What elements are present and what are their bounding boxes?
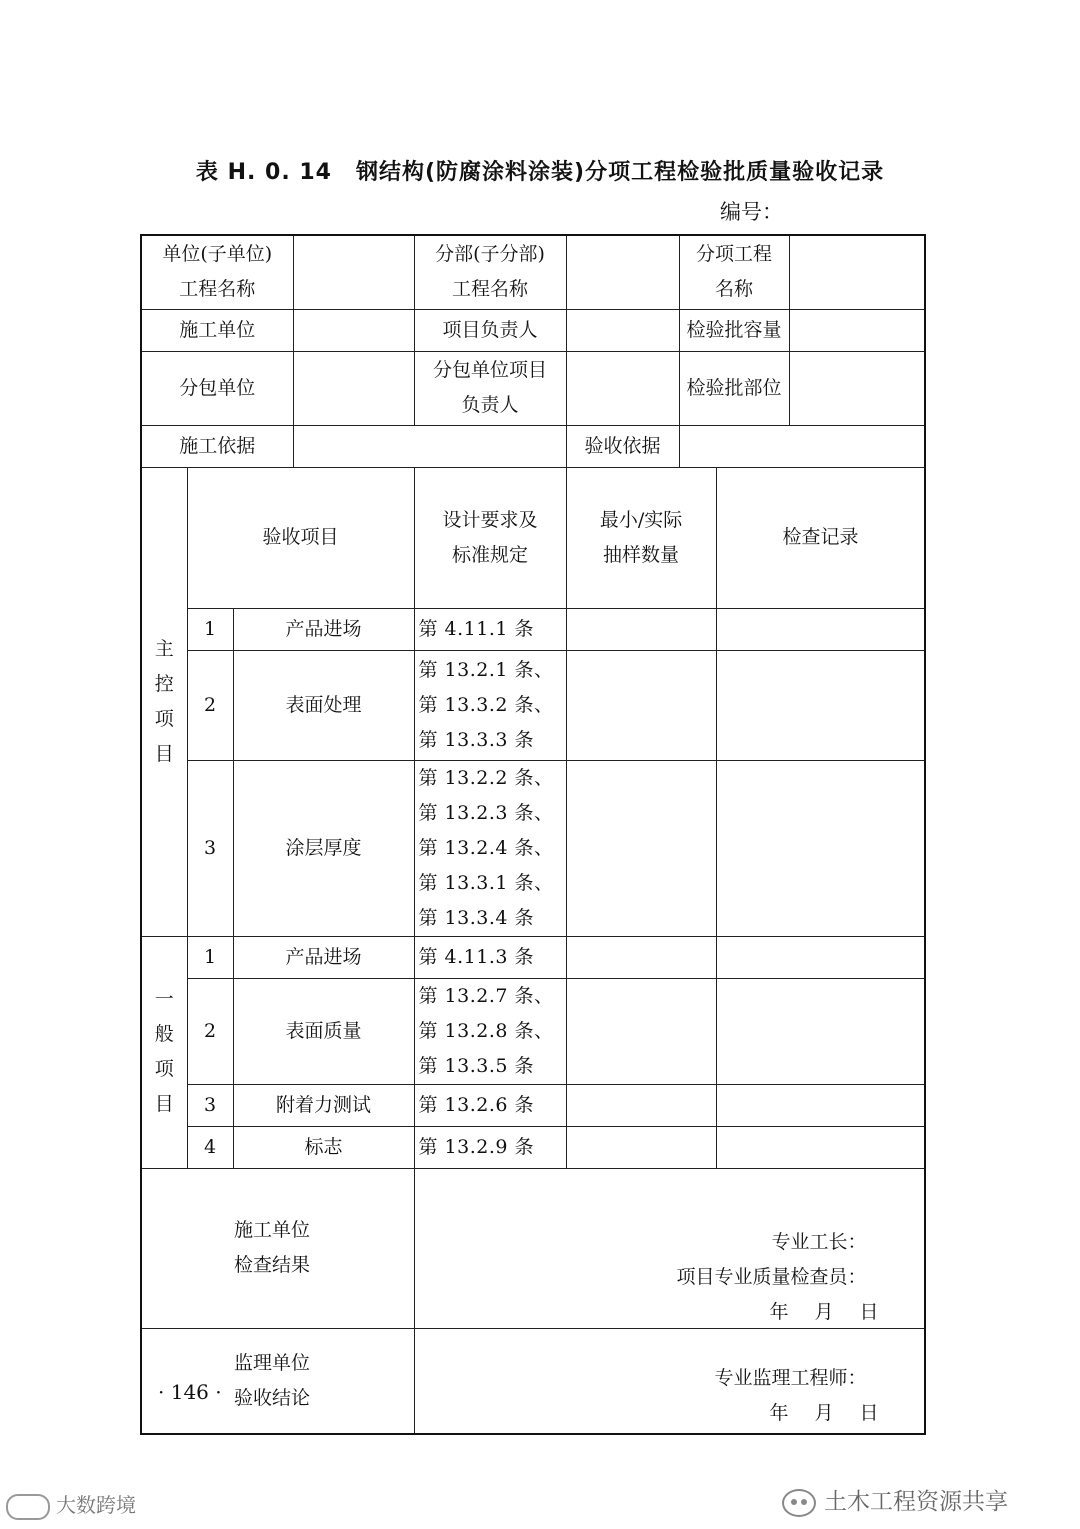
table-title (0, 155, 1080, 186)
supervision-date-label: 年 月 日 (769, 1401, 879, 1424)
row-clause: 第 4.11.3 条 (414, 936, 566, 978)
supervision-signature-area[interactable] (414, 1328, 925, 1434)
subcontract-leader-label: 分包单位项目 负责人 (414, 351, 566, 425)
row-number: 2 (187, 978, 233, 1084)
table-row (141, 760, 925, 936)
row-number: 3 (187, 1084, 233, 1126)
watermark-right: 土木工程资源共享 (782, 1483, 1008, 1517)
subcontract-unit-label: 分包单位 (141, 351, 293, 425)
construction-date-label: 年 月 日 (769, 1300, 879, 1323)
serial-number-label: 编号： (720, 200, 783, 224)
batch-capacity-field[interactable] (789, 309, 925, 351)
subcontract-unit-field[interactable] (293, 351, 414, 425)
construction-unit-field[interactable] (293, 309, 414, 351)
row-number: 1 (187, 608, 233, 650)
row-item-name: 表面处理 (233, 650, 414, 760)
table-row (141, 1126, 925, 1168)
quality-inspector-label: 项目专业质量检查员： (676, 1265, 867, 1288)
row-record-field[interactable] (716, 760, 925, 936)
row-clause: 第 13.2.7 条、 第 13.2.8 条、 第 13.3.5 条 (414, 978, 566, 1084)
row-number: 1 (187, 936, 233, 978)
row-clause: 第 4.11.1 条 (414, 608, 566, 650)
unit-project-name-field[interactable] (293, 235, 414, 309)
column-header-design: 设计要求及 标准规定 (414, 467, 566, 608)
row-item-name: 标志 (233, 1126, 414, 1168)
row-item-name: 表面质量 (233, 978, 414, 1084)
row-sample-field[interactable] (566, 760, 716, 936)
inspection-record-table (140, 234, 926, 1435)
row-sample-field[interactable] (566, 1084, 716, 1126)
batch-capacity-label: 检验批容量 (679, 309, 789, 351)
general-group-label: 一 般 项 目 (141, 936, 187, 1168)
subitem-project-name-label: 分项工程 名称 (679, 235, 789, 309)
row-number: 4 (187, 1126, 233, 1168)
division-project-name-field[interactable] (566, 235, 679, 309)
wechat-icon (782, 1489, 816, 1517)
supervising-engineer-label: 专业监理工程师： (714, 1366, 867, 1389)
watermark-left: 大数跨境 (6, 1489, 136, 1520)
table-row (141, 1084, 925, 1126)
acceptance-basis-label: 验收依据 (566, 425, 679, 467)
construction-basis-field[interactable] (293, 425, 566, 467)
row-record-field[interactable] (716, 650, 925, 760)
row-sample-field[interactable] (566, 1126, 716, 1168)
table-title-text: 钢结构(防腐涂料涂装)分项工程检验批质量验收记录 (355, 160, 885, 185)
subitem-project-name-field[interactable] (789, 235, 925, 309)
row-clause: 第 13.2.9 条 (414, 1126, 566, 1168)
batch-location-label: 检验批部位 (679, 351, 789, 425)
construction-check-signature-area[interactable] (414, 1168, 925, 1328)
row-item-name: 产品进场 (233, 608, 414, 650)
row-clause: 第 13.2.6 条 (414, 1084, 566, 1126)
chat-bubble-icon (6, 1494, 50, 1520)
row-item-name: 产品进场 (233, 936, 414, 978)
row-record-field[interactable] (716, 978, 925, 1084)
construction-check-label: 施工单位 检查结果 (141, 1168, 414, 1328)
column-header-record: 检查记录 (716, 467, 925, 608)
batch-location-field[interactable] (789, 351, 925, 425)
row-record-field[interactable] (716, 1084, 925, 1126)
unit-project-name-label: 单位(子单位) 工程名称 (141, 235, 293, 309)
acceptance-basis-field[interactable] (679, 425, 925, 467)
row-number: 3 (187, 760, 233, 936)
project-leader-field[interactable] (566, 309, 679, 351)
subcontract-leader-field[interactable] (566, 351, 679, 425)
row-record-field[interactable] (716, 936, 925, 978)
table-row (141, 978, 925, 1084)
row-record-field[interactable] (716, 1126, 925, 1168)
row-clause: 第 13.2.1 条、 第 13.3.2 条、 第 13.3.3 条 (414, 650, 566, 760)
project-leader-label: 项目负责人 (414, 309, 566, 351)
column-header-sample: 最小/实际 抽样数量 (566, 467, 716, 608)
row-sample-field[interactable] (566, 936, 716, 978)
foreman-label: 专业工长： (771, 1230, 867, 1253)
row-record-field[interactable] (716, 608, 925, 650)
row-sample-field[interactable] (566, 650, 716, 760)
table-row (141, 936, 925, 978)
column-header-item: 验收项目 (187, 467, 414, 608)
construction-unit-label: 施工单位 (141, 309, 293, 351)
row-item-name: 附着力测试 (233, 1084, 414, 1126)
row-sample-field[interactable] (566, 608, 716, 650)
table-row (141, 650, 925, 760)
supervision-check-label: 监理单位 验收结论 (141, 1328, 414, 1434)
construction-basis-label: 施工依据 (141, 425, 293, 467)
division-project-name-label: 分部(子分部) 工程名称 (414, 235, 566, 309)
page-number: · 146 · (158, 1380, 222, 1404)
main-control-group-label: 主 控 项 目 (141, 467, 187, 936)
row-number: 2 (187, 650, 233, 760)
table-code: 表 H. 0. 14 (195, 160, 332, 185)
table-row (141, 608, 925, 650)
row-item-name: 涂层厚度 (233, 760, 414, 936)
row-sample-field[interactable] (566, 978, 716, 1084)
row-clause: 第 13.2.2 条、 第 13.2.3 条、 第 13.2.4 条、 第 13.3.1 条、 第 13.3.4 条 (414, 760, 566, 936)
